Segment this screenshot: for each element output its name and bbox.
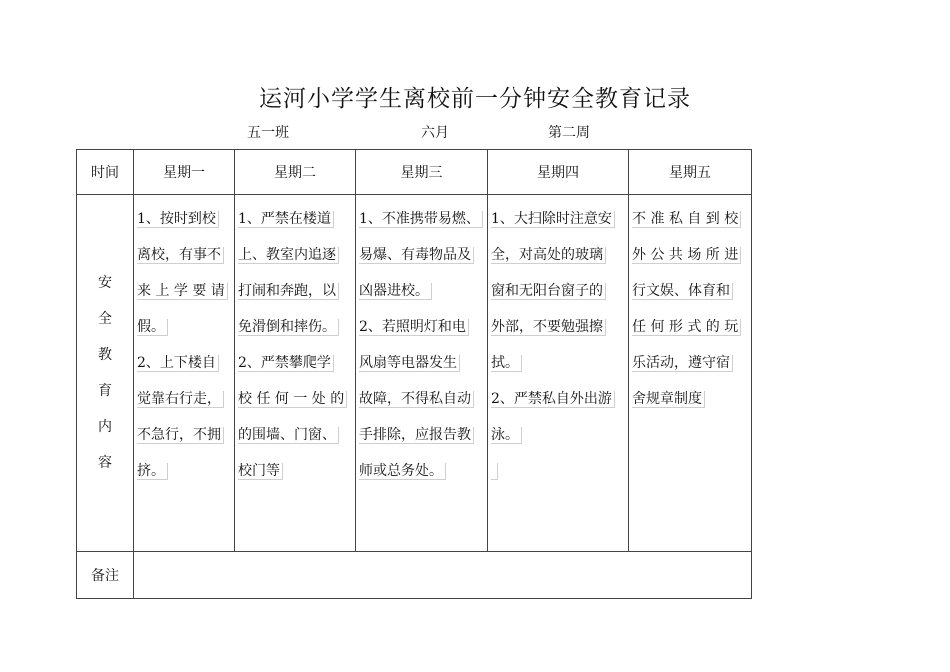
content-line-text: 2、若照明灯和电 — [359, 319, 469, 336]
header-tuesday: 星期二 — [235, 150, 356, 195]
content-line — [359, 417, 484, 453]
content-line — [238, 237, 352, 273]
content-line — [491, 417, 625, 453]
content-line-text: 窗和无阳台窗子的 — [491, 283, 606, 300]
content-line — [137, 453, 231, 489]
content-line — [632, 201, 748, 237]
wednesday-content — [356, 195, 488, 552]
content-line — [491, 453, 625, 489]
content-line-text: 不 准 私 自 到 校 — [632, 211, 741, 228]
content-line — [491, 273, 625, 309]
content-line — [632, 309, 748, 345]
content-line-text: 拭。 — [491, 355, 522, 372]
content-line — [238, 417, 352, 453]
content-line — [137, 417, 231, 453]
content-line-text: 校门等 — [238, 463, 283, 480]
content-line-text: 外 公 共 场 所 进 — [632, 247, 741, 264]
class-name: 五一班 — [247, 125, 289, 141]
side-label-char: 教 — [98, 347, 112, 363]
header-row — [77, 150, 752, 195]
content-line — [137, 309, 231, 345]
header-time: 时间 — [77, 150, 134, 195]
content-line-text: 校 任 何 一 处 的 — [238, 391, 347, 408]
content-line — [491, 381, 625, 417]
side-label-char: 育 — [98, 383, 112, 399]
content-line-text — [491, 463, 498, 480]
header-monday: 星期一 — [134, 150, 235, 195]
content-line-text: 1、不准携带易燃、 — [359, 211, 483, 228]
content-line-text: 易爆、有毒物品及 — [359, 247, 474, 264]
content-line-text: 觉靠右行走， — [137, 391, 224, 408]
content-line — [137, 381, 231, 417]
content-line — [491, 237, 625, 273]
content-line — [137, 201, 231, 237]
content-line-text: 外部，不要勉强擦 — [491, 319, 606, 336]
content-line — [632, 237, 748, 273]
monday-content — [134, 195, 235, 552]
record-table — [76, 149, 752, 599]
content-line-text: 免滑倒和摔伤。 — [238, 319, 339, 336]
thursday-content — [488, 195, 629, 552]
page-title: 运河小学学生离校前一分钟安全教育记录 — [259, 86, 691, 112]
content-line-text: 的围墙、门窗、 — [238, 427, 339, 444]
content-line-text: 风扇等电器发生 — [359, 355, 460, 372]
content-line-text: 1、按时到校 — [137, 211, 219, 228]
content-line-text: 不急行，不拥 — [137, 427, 224, 444]
content-line-text: 来 上 学 要 请 — [137, 283, 228, 300]
content-line — [632, 273, 748, 309]
content-line-text: 1、大扫除时注意安 — [491, 211, 615, 228]
content-line — [359, 273, 484, 309]
content-line-text: 行文娱、体育和 — [632, 283, 733, 300]
content-line — [238, 201, 352, 237]
content-line — [238, 453, 352, 489]
content-line — [238, 273, 352, 309]
content-line-text: 2、严禁私自外出游 — [491, 391, 615, 408]
content-line-text: 假。 — [137, 319, 168, 336]
content-line — [359, 453, 484, 489]
content-line-text: 乐活动，遵守宿 — [632, 355, 733, 372]
content-line — [359, 201, 484, 237]
content-line — [238, 345, 352, 381]
content-line — [238, 381, 352, 417]
note-row — [77, 552, 752, 599]
tuesday-content — [235, 195, 356, 552]
friday-content — [629, 195, 752, 552]
week: 第二周 — [548, 125, 590, 141]
content-line-text: 离校，有事不 — [137, 247, 224, 264]
content-line-text: 2、严禁攀爬学 — [238, 355, 334, 372]
content-line — [359, 237, 484, 273]
content-line — [359, 381, 484, 417]
content-line — [137, 273, 231, 309]
side-label-char: 安 — [98, 275, 112, 291]
month: 六月 — [421, 125, 449, 141]
content-line — [632, 381, 748, 417]
note-content — [134, 552, 752, 599]
content-line-text: 上、教室内追逐 — [238, 247, 339, 264]
content-line-text: 凶器进校。 — [359, 283, 432, 300]
side-label-char: 容 — [98, 455, 112, 471]
side-label-char: 内 — [98, 419, 112, 435]
content-line-text: 舍规章制度 — [632, 391, 705, 408]
content-line — [137, 237, 231, 273]
content-line — [137, 345, 231, 381]
content-line-text: 泳。 — [491, 427, 522, 444]
side-label — [77, 195, 134, 552]
content-line-text: 手排除，应报告教 — [359, 427, 474, 444]
content-row — [77, 195, 752, 552]
content-line-text: 故障，不得私自动 — [359, 391, 474, 408]
content-line — [491, 309, 625, 345]
content-line-text: 任 何 形 式 的 玩 — [632, 319, 741, 336]
content-line-text: 1、严禁在楼道 — [238, 211, 334, 228]
content-line-text: 挤。 — [137, 463, 168, 480]
content-line-text: 2、上下楼自 — [137, 355, 219, 372]
content-line — [491, 201, 625, 237]
content-line — [359, 309, 484, 345]
header-friday: 星期五 — [629, 150, 752, 195]
header-thursday: 星期四 — [488, 150, 629, 195]
content-line-text: 师或总务处。 — [359, 463, 446, 480]
content-line-text: 打闹和奔跑，以 — [238, 283, 339, 300]
header-wednesday: 星期三 — [356, 150, 488, 195]
note-label: 备注 — [77, 552, 134, 599]
content-line-text: 全，对高处的玻璃 — [491, 247, 606, 264]
side-label-char: 全 — [98, 311, 112, 327]
content-line — [632, 345, 748, 381]
content-line — [491, 345, 625, 381]
content-line — [359, 345, 484, 381]
content-line — [238, 309, 352, 345]
